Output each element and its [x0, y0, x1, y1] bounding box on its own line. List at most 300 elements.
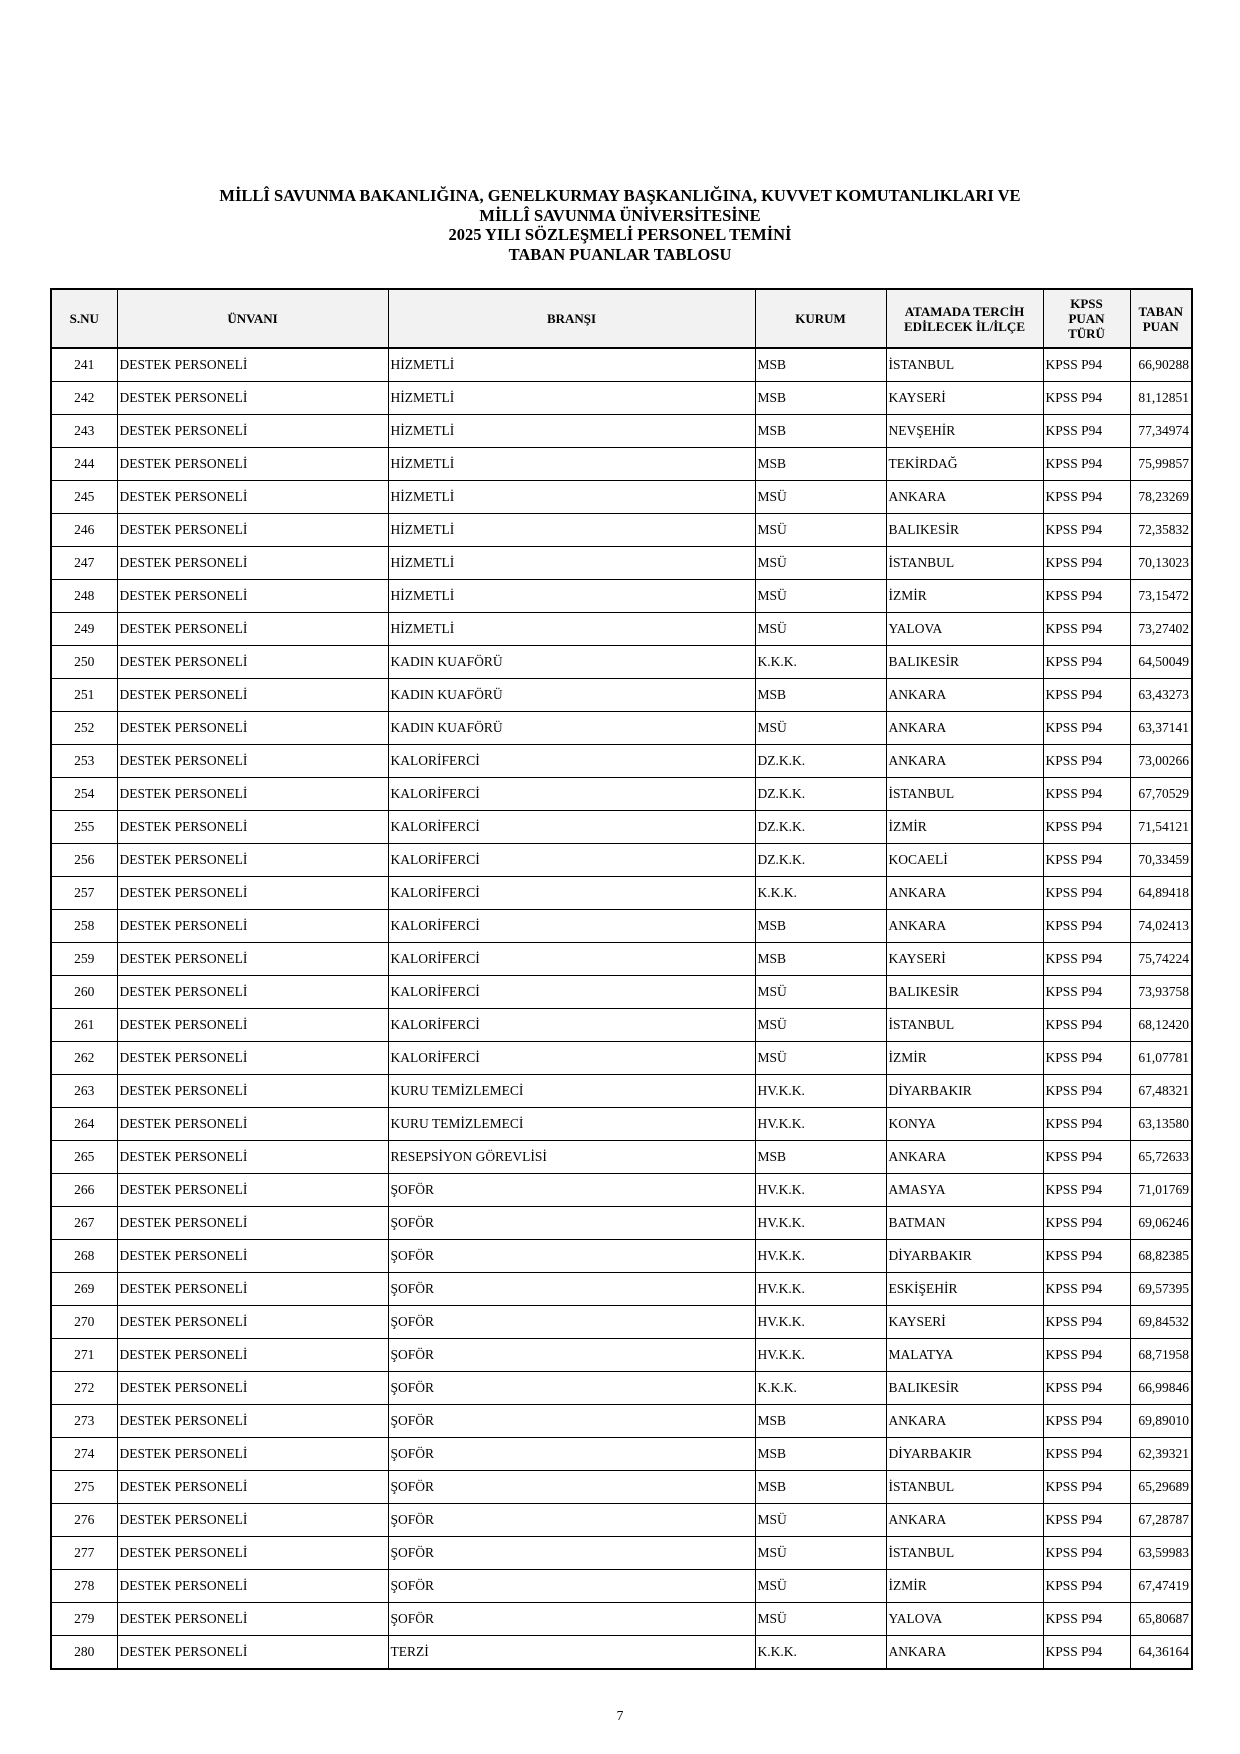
cell-unvan: DESTEK PERSONELİ: [117, 481, 388, 514]
cell-taban-puan: 68,71958: [1130, 1339, 1192, 1372]
cell-brans: KADIN KUAFÖRÜ: [388, 646, 755, 679]
cell-kurum: DZ.K.K.: [755, 745, 886, 778]
cell-kurum: MSÜ: [755, 1603, 886, 1636]
cell-il: KAYSERİ: [886, 1306, 1043, 1339]
table-body: [51, 348, 1192, 1669]
cell-brans: KALORİFERCİ: [388, 910, 755, 943]
cell-taban-puan: 70,33459: [1130, 844, 1192, 877]
header-brans: BRANŞI: [388, 289, 755, 348]
cell-kpss: KPSS P94: [1043, 613, 1130, 646]
cell-unvan: DESTEK PERSONELİ: [117, 448, 388, 481]
cell-kurum: HV.K.K.: [755, 1207, 886, 1240]
cell-kpss: KPSS P94: [1043, 1339, 1130, 1372]
cell-kpss: KPSS P94: [1043, 943, 1130, 976]
cell-brans: ŞOFÖR: [388, 1471, 755, 1504]
cell-unvan: DESTEK PERSONELİ: [117, 580, 388, 613]
cell-taban-puan: 71,01769: [1130, 1174, 1192, 1207]
table-row: [51, 1306, 1192, 1339]
cell-sn: 264: [51, 1108, 117, 1141]
cell-kurum: HV.K.K.: [755, 1273, 886, 1306]
cell-brans: KALORİFERCİ: [388, 877, 755, 910]
table-row: [51, 514, 1192, 547]
cell-taban-puan: 67,70529: [1130, 778, 1192, 811]
cell-il: ANKARA: [886, 745, 1043, 778]
cell-taban-puan: 73,15472: [1130, 580, 1192, 613]
cell-taban-puan: 63,13580: [1130, 1108, 1192, 1141]
cell-taban-puan: 63,37141: [1130, 712, 1192, 745]
cell-sn: 269: [51, 1273, 117, 1306]
header-row: [51, 289, 1192, 348]
cell-sn: 244: [51, 448, 117, 481]
cell-unvan: DESTEK PERSONELİ: [117, 811, 388, 844]
cell-unvan: DESTEK PERSONELİ: [117, 1339, 388, 1372]
cell-il: DİYARBAKIR: [886, 1240, 1043, 1273]
cell-kurum: MSB: [755, 415, 886, 448]
cell-sn: 241: [51, 348, 117, 382]
cell-taban-puan: 65,29689: [1130, 1471, 1192, 1504]
cell-il: İZMİR: [886, 1042, 1043, 1075]
cell-taban-puan: 66,99846: [1130, 1372, 1192, 1405]
cell-sn: 273: [51, 1405, 117, 1438]
cell-kpss: KPSS P94: [1043, 448, 1130, 481]
cell-kpss: KPSS P94: [1043, 1174, 1130, 1207]
cell-brans: KURU TEMİZLEMECİ: [388, 1075, 755, 1108]
cell-il: ANKARA: [886, 877, 1043, 910]
cell-brans: KURU TEMİZLEMECİ: [388, 1108, 755, 1141]
cell-brans: ŞOFÖR: [388, 1372, 755, 1405]
table-row: [51, 1405, 1192, 1438]
cell-sn: 257: [51, 877, 117, 910]
cell-il: YALOVA: [886, 1603, 1043, 1636]
table-row: [51, 382, 1192, 415]
cell-kurum: HV.K.K.: [755, 1075, 886, 1108]
table-row: [51, 712, 1192, 745]
cell-brans: ŞOFÖR: [388, 1273, 755, 1306]
cell-brans: ŞOFÖR: [388, 1174, 755, 1207]
cell-brans: ŞOFÖR: [388, 1570, 755, 1603]
cell-il: İZMİR: [886, 580, 1043, 613]
cell-taban-puan: 69,84532: [1130, 1306, 1192, 1339]
cell-sn: 265: [51, 1141, 117, 1174]
table-row: [51, 547, 1192, 580]
cell-kurum: HV.K.K.: [755, 1108, 886, 1141]
cell-brans: ŞOFÖR: [388, 1240, 755, 1273]
header-sn: S.NU: [51, 289, 117, 348]
cell-unvan: DESTEK PERSONELİ: [117, 1273, 388, 1306]
table-row: [51, 580, 1192, 613]
table-row: [51, 1108, 1192, 1141]
cell-unvan: DESTEK PERSONELİ: [117, 712, 388, 745]
table-row: [51, 646, 1192, 679]
cell-taban-puan: 65,72633: [1130, 1141, 1192, 1174]
cell-unvan: DESTEK PERSONELİ: [117, 1009, 388, 1042]
cell-sn: 263: [51, 1075, 117, 1108]
cell-brans: HİZMETLİ: [388, 613, 755, 646]
cell-kpss: KPSS P94: [1043, 1438, 1130, 1471]
cell-taban-puan: 72,35832: [1130, 514, 1192, 547]
header-unvan: ÜNVANI: [117, 289, 388, 348]
cell-brans: KALORİFERCİ: [388, 745, 755, 778]
cell-unvan: DESTEK PERSONELİ: [117, 1372, 388, 1405]
cell-taban-puan: 67,48321: [1130, 1075, 1192, 1108]
cell-brans: KALORİFERCİ: [388, 844, 755, 877]
cell-sn: 277: [51, 1537, 117, 1570]
table-row: [51, 877, 1192, 910]
cell-sn: 258: [51, 910, 117, 943]
cell-taban-puan: 71,54121: [1130, 811, 1192, 844]
table-row: [51, 1504, 1192, 1537]
cell-kpss: KPSS P94: [1043, 1504, 1130, 1537]
cell-kpss: KPSS P94: [1043, 712, 1130, 745]
cell-brans: HİZMETLİ: [388, 514, 755, 547]
cell-sn: 266: [51, 1174, 117, 1207]
cell-kurum: MSÜ: [755, 1042, 886, 1075]
cell-brans: RESEPSİYON GÖREVLİSİ: [388, 1141, 755, 1174]
cell-sn: 256: [51, 844, 117, 877]
cell-il: ANKARA: [886, 1636, 1043, 1670]
table-row: [51, 1438, 1192, 1471]
cell-sn: 270: [51, 1306, 117, 1339]
cell-kpss: KPSS P94: [1043, 910, 1130, 943]
table-row: [51, 1636, 1192, 1670]
cell-kpss: KPSS P94: [1043, 1075, 1130, 1108]
cell-il: ANKARA: [886, 679, 1043, 712]
cell-unvan: DESTEK PERSONELİ: [117, 1042, 388, 1075]
cell-il: MALATYA: [886, 1339, 1043, 1372]
cell-taban-puan: 62,39321: [1130, 1438, 1192, 1471]
cell-taban-puan: 64,36164: [1130, 1636, 1192, 1670]
cell-brans: HİZMETLİ: [388, 415, 755, 448]
cell-unvan: DESTEK PERSONELİ: [117, 1075, 388, 1108]
cell-sn: 268: [51, 1240, 117, 1273]
cell-taban-puan: 73,93758: [1130, 976, 1192, 1009]
cell-il: İSTANBUL: [886, 1471, 1043, 1504]
cell-kpss: KPSS P94: [1043, 1042, 1130, 1075]
table-row: [51, 1141, 1192, 1174]
cell-kurum: K.K.K.: [755, 877, 886, 910]
cell-sn: 255: [51, 811, 117, 844]
cell-taban-puan: 69,06246: [1130, 1207, 1192, 1240]
cell-kpss: KPSS P94: [1043, 1471, 1130, 1504]
table-row: [51, 976, 1192, 1009]
cell-taban-puan: 64,89418: [1130, 877, 1192, 910]
table-row: [51, 1471, 1192, 1504]
cell-taban-puan: 63,59983: [1130, 1537, 1192, 1570]
cell-taban-puan: 63,43273: [1130, 679, 1192, 712]
cell-kurum: MSB: [755, 1438, 886, 1471]
cell-unvan: DESTEK PERSONELİ: [117, 1108, 388, 1141]
cell-kpss: KPSS P94: [1043, 646, 1130, 679]
table-row: [51, 778, 1192, 811]
cell-brans: TERZİ: [388, 1636, 755, 1670]
cell-kurum: MSB: [755, 1405, 886, 1438]
cell-kpss: KPSS P94: [1043, 580, 1130, 613]
cell-sn: 250: [51, 646, 117, 679]
header-kpss: [1043, 289, 1130, 348]
cell-brans: KALORİFERCİ: [388, 778, 755, 811]
cell-brans: KADIN KUAFÖRÜ: [388, 712, 755, 745]
cell-brans: ŞOFÖR: [388, 1306, 755, 1339]
table-row: [51, 348, 1192, 382]
cell-kpss: KPSS P94: [1043, 1405, 1130, 1438]
cell-kurum: MSÜ: [755, 1537, 886, 1570]
table-row: [51, 1207, 1192, 1240]
table-row: [51, 1570, 1192, 1603]
cell-taban-puan: 78,23269: [1130, 481, 1192, 514]
cell-taban-puan: 73,27402: [1130, 613, 1192, 646]
cell-il: İSTANBUL: [886, 778, 1043, 811]
table-row: [51, 448, 1192, 481]
cell-taban-puan: 77,34974: [1130, 415, 1192, 448]
cell-unvan: DESTEK PERSONELİ: [117, 514, 388, 547]
cell-il: ANKARA: [886, 910, 1043, 943]
cell-brans: HİZMETLİ: [388, 580, 755, 613]
table-row: [51, 1009, 1192, 1042]
cell-kpss: KPSS P94: [1043, 1207, 1130, 1240]
cell-brans: ŞOFÖR: [388, 1438, 755, 1471]
cell-unvan: DESTEK PERSONELİ: [117, 1603, 388, 1636]
cell-unvan: DESTEK PERSONELİ: [117, 1207, 388, 1240]
document-title: [0, 186, 1240, 264]
cell-il: AMASYA: [886, 1174, 1043, 1207]
cell-kurum: DZ.K.K.: [755, 778, 886, 811]
cell-kurum: MSÜ: [755, 1009, 886, 1042]
cell-unvan: DESTEK PERSONELİ: [117, 348, 388, 382]
cell-kurum: HV.K.K.: [755, 1306, 886, 1339]
cell-sn: 243: [51, 415, 117, 448]
cell-il: ANKARA: [886, 481, 1043, 514]
cell-il: ANKARA: [886, 712, 1043, 745]
cell-brans: ŞOFÖR: [388, 1339, 755, 1372]
cell-sn: 242: [51, 382, 117, 415]
cell-kpss: KPSS P94: [1043, 547, 1130, 580]
cell-il: BALIKESİR: [886, 514, 1043, 547]
cell-il: BALIKESİR: [886, 646, 1043, 679]
cell-unvan: DESTEK PERSONELİ: [117, 877, 388, 910]
cell-kurum: MSÜ: [755, 613, 886, 646]
table-row: [51, 844, 1192, 877]
cell-taban-puan: 70,13023: [1130, 547, 1192, 580]
cell-il: İSTANBUL: [886, 1009, 1043, 1042]
cell-il: NEVŞEHİR: [886, 415, 1043, 448]
cell-unvan: DESTEK PERSONELİ: [117, 1306, 388, 1339]
table-row: [51, 481, 1192, 514]
cell-brans: ŞOFÖR: [388, 1405, 755, 1438]
cell-sn: 280: [51, 1636, 117, 1670]
cell-taban-puan: 67,28787: [1130, 1504, 1192, 1537]
cell-il: İSTANBUL: [886, 547, 1043, 580]
cell-il: KONYA: [886, 1108, 1043, 1141]
cell-brans: KALORİFERCİ: [388, 1009, 755, 1042]
cell-sn: 274: [51, 1438, 117, 1471]
cell-kpss: KPSS P94: [1043, 1603, 1130, 1636]
cell-kurum: MSÜ: [755, 481, 886, 514]
score-table: [50, 288, 1193, 1670]
cell-il: ANKARA: [886, 1504, 1043, 1537]
table-row: [51, 1372, 1192, 1405]
table-row: [51, 745, 1192, 778]
table-row: [51, 1339, 1192, 1372]
table-row: [51, 1174, 1192, 1207]
cell-taban-puan: 68,12420: [1130, 1009, 1192, 1042]
cell-sn: 249: [51, 613, 117, 646]
table-row: [51, 1042, 1192, 1075]
cell-sn: 271: [51, 1339, 117, 1372]
cell-brans: ŞOFÖR: [388, 1603, 755, 1636]
cell-sn: 262: [51, 1042, 117, 1075]
cell-kpss: KPSS P94: [1043, 745, 1130, 778]
cell-il: YALOVA: [886, 613, 1043, 646]
cell-kurum: MSB: [755, 910, 886, 943]
cell-kpss: KPSS P94: [1043, 877, 1130, 910]
cell-unvan: DESTEK PERSONELİ: [117, 547, 388, 580]
cell-sn: 251: [51, 679, 117, 712]
cell-il: BALIKESİR: [886, 976, 1043, 1009]
cell-brans: KADIN KUAFÖRÜ: [388, 679, 755, 712]
cell-unvan: DESTEK PERSONELİ: [117, 1636, 388, 1670]
cell-kpss: KPSS P94: [1043, 1273, 1130, 1306]
cell-kurum: K.K.K.: [755, 1372, 886, 1405]
title-line-4: TABAN PUANLAR TABLOSU: [508, 244, 732, 264]
title-line-1: MİLLÎ SAVUNMA BAKANLIĞINA, GENELKURMAY BAŞKANLIĞINA, KUVVET KOMUTANLIKLARI VE: [219, 186, 1021, 205]
cell-brans: KALORİFERCİ: [388, 943, 755, 976]
cell-kpss: KPSS P94: [1043, 415, 1130, 448]
cell-kurum: MSB: [755, 1471, 886, 1504]
cell-kurum: MSÜ: [755, 712, 886, 745]
table-row: [51, 910, 1192, 943]
cell-sn: 253: [51, 745, 117, 778]
cell-kpss: KPSS P94: [1043, 1108, 1130, 1141]
cell-unvan: DESTEK PERSONELİ: [117, 1471, 388, 1504]
cell-brans: KALORİFERCİ: [388, 811, 755, 844]
header-il: [886, 289, 1043, 348]
table-row: [51, 943, 1192, 976]
cell-kurum: MSB: [755, 348, 886, 382]
cell-il: BATMAN: [886, 1207, 1043, 1240]
cell-taban-puan: 61,07781: [1130, 1042, 1192, 1075]
cell-il: KOCAELİ: [886, 844, 1043, 877]
cell-sn: 247: [51, 547, 117, 580]
cell-il: BALIKESİR: [886, 1372, 1043, 1405]
cell-kurum: MSÜ: [755, 580, 886, 613]
cell-brans: HİZMETLİ: [388, 448, 755, 481]
cell-il: İSTANBUL: [886, 1537, 1043, 1570]
table-row: [51, 811, 1192, 844]
cell-il: İZMİR: [886, 1570, 1043, 1603]
cell-kurum: HV.K.K.: [755, 1240, 886, 1273]
cell-brans: ŞOFÖR: [388, 1207, 755, 1240]
header-kurum: KURUM: [755, 289, 886, 348]
cell-sn: 279: [51, 1603, 117, 1636]
table-row: [51, 1075, 1192, 1108]
cell-kpss: KPSS P94: [1043, 1141, 1130, 1174]
cell-il: İSTANBUL: [886, 348, 1043, 382]
cell-kurum: MSB: [755, 679, 886, 712]
cell-kurum: MSB: [755, 448, 886, 481]
cell-taban-puan: 64,50049: [1130, 646, 1192, 679]
cell-unvan: DESTEK PERSONELİ: [117, 910, 388, 943]
cell-kpss: KPSS P94: [1043, 1372, 1130, 1405]
cell-il: DİYARBAKIR: [886, 1438, 1043, 1471]
cell-sn: 272: [51, 1372, 117, 1405]
cell-taban-puan: 68,82385: [1130, 1240, 1192, 1273]
cell-unvan: DESTEK PERSONELİ: [117, 976, 388, 1009]
cell-kurum: K.K.K.: [755, 646, 886, 679]
cell-sn: 246: [51, 514, 117, 547]
header-taban: [1130, 289, 1192, 348]
cell-kurum: K.K.K.: [755, 1636, 886, 1670]
cell-sn: 276: [51, 1504, 117, 1537]
header-kpss-line-2: PUAN: [1068, 311, 1105, 326]
cell-kpss: KPSS P94: [1043, 481, 1130, 514]
cell-kurum: MSB: [755, 382, 886, 415]
cell-taban-puan: 75,99857: [1130, 448, 1192, 481]
table-row: [51, 1537, 1192, 1570]
cell-kpss: KPSS P94: [1043, 1636, 1130, 1670]
cell-kurum: MSÜ: [755, 976, 886, 1009]
cell-il: KAYSERİ: [886, 943, 1043, 976]
header-kpss-line-1: KPSS: [1070, 296, 1103, 311]
cell-il: ESKİŞEHİR: [886, 1273, 1043, 1306]
cell-sn: 275: [51, 1471, 117, 1504]
cell-unvan: DESTEK PERSONELİ: [117, 745, 388, 778]
cell-sn: 267: [51, 1207, 117, 1240]
cell-kpss: KPSS P94: [1043, 1240, 1130, 1273]
cell-taban-puan: 81,12851: [1130, 382, 1192, 415]
table-row: [51, 1273, 1192, 1306]
cell-kurum: DZ.K.K.: [755, 844, 886, 877]
cell-kurum: MSÜ: [755, 1570, 886, 1603]
cell-il: ANKARA: [886, 1405, 1043, 1438]
cell-brans: KALORİFERCİ: [388, 1042, 755, 1075]
header-il-line-1: ATAMADA TERCİH: [904, 303, 1025, 319]
cell-sn: 259: [51, 943, 117, 976]
table-row: [51, 1240, 1192, 1273]
cell-kpss: KPSS P94: [1043, 1009, 1130, 1042]
cell-unvan: DESTEK PERSONELİ: [117, 646, 388, 679]
cell-kpss: KPSS P94: [1043, 348, 1130, 382]
header-taban-line-1: TABAN: [1138, 303, 1184, 319]
cell-unvan: DESTEK PERSONELİ: [117, 844, 388, 877]
cell-taban-puan: 69,89010: [1130, 1405, 1192, 1438]
cell-brans: ŞOFÖR: [388, 1537, 755, 1570]
cell-sn: 248: [51, 580, 117, 613]
cell-taban-puan: 75,74224: [1130, 943, 1192, 976]
cell-kurum: MSB: [755, 1141, 886, 1174]
cell-taban-puan: 67,47419: [1130, 1570, 1192, 1603]
cell-unvan: DESTEK PERSONELİ: [117, 943, 388, 976]
cell-taban-puan: 65,80687: [1130, 1603, 1192, 1636]
cell-sn: 254: [51, 778, 117, 811]
cell-kurum: MSÜ: [755, 514, 886, 547]
cell-unvan: DESTEK PERSONELİ: [117, 1405, 388, 1438]
cell-unvan: DESTEK PERSONELİ: [117, 613, 388, 646]
cell-kpss: KPSS P94: [1043, 844, 1130, 877]
table-row: [51, 1603, 1192, 1636]
cell-unvan: DESTEK PERSONELİ: [117, 679, 388, 712]
cell-il: KAYSERİ: [886, 382, 1043, 415]
cell-sn: 261: [51, 1009, 117, 1042]
cell-kpss: KPSS P94: [1043, 811, 1130, 844]
header-il-line-2: EDİLECEK İL/İLÇE: [903, 318, 1025, 334]
header-kpss-line-3: TÜRÜ: [1068, 326, 1105, 341]
cell-sn: 252: [51, 712, 117, 745]
table-row: [51, 613, 1192, 646]
cell-unvan: DESTEK PERSONELİ: [117, 415, 388, 448]
cell-kurum: DZ.K.K.: [755, 811, 886, 844]
title-line-2: MİLLÎ SAVUNMA ÜNİVERSİTESİNE: [479, 205, 761, 225]
cell-unvan: DESTEK PERSONELİ: [117, 1504, 388, 1537]
